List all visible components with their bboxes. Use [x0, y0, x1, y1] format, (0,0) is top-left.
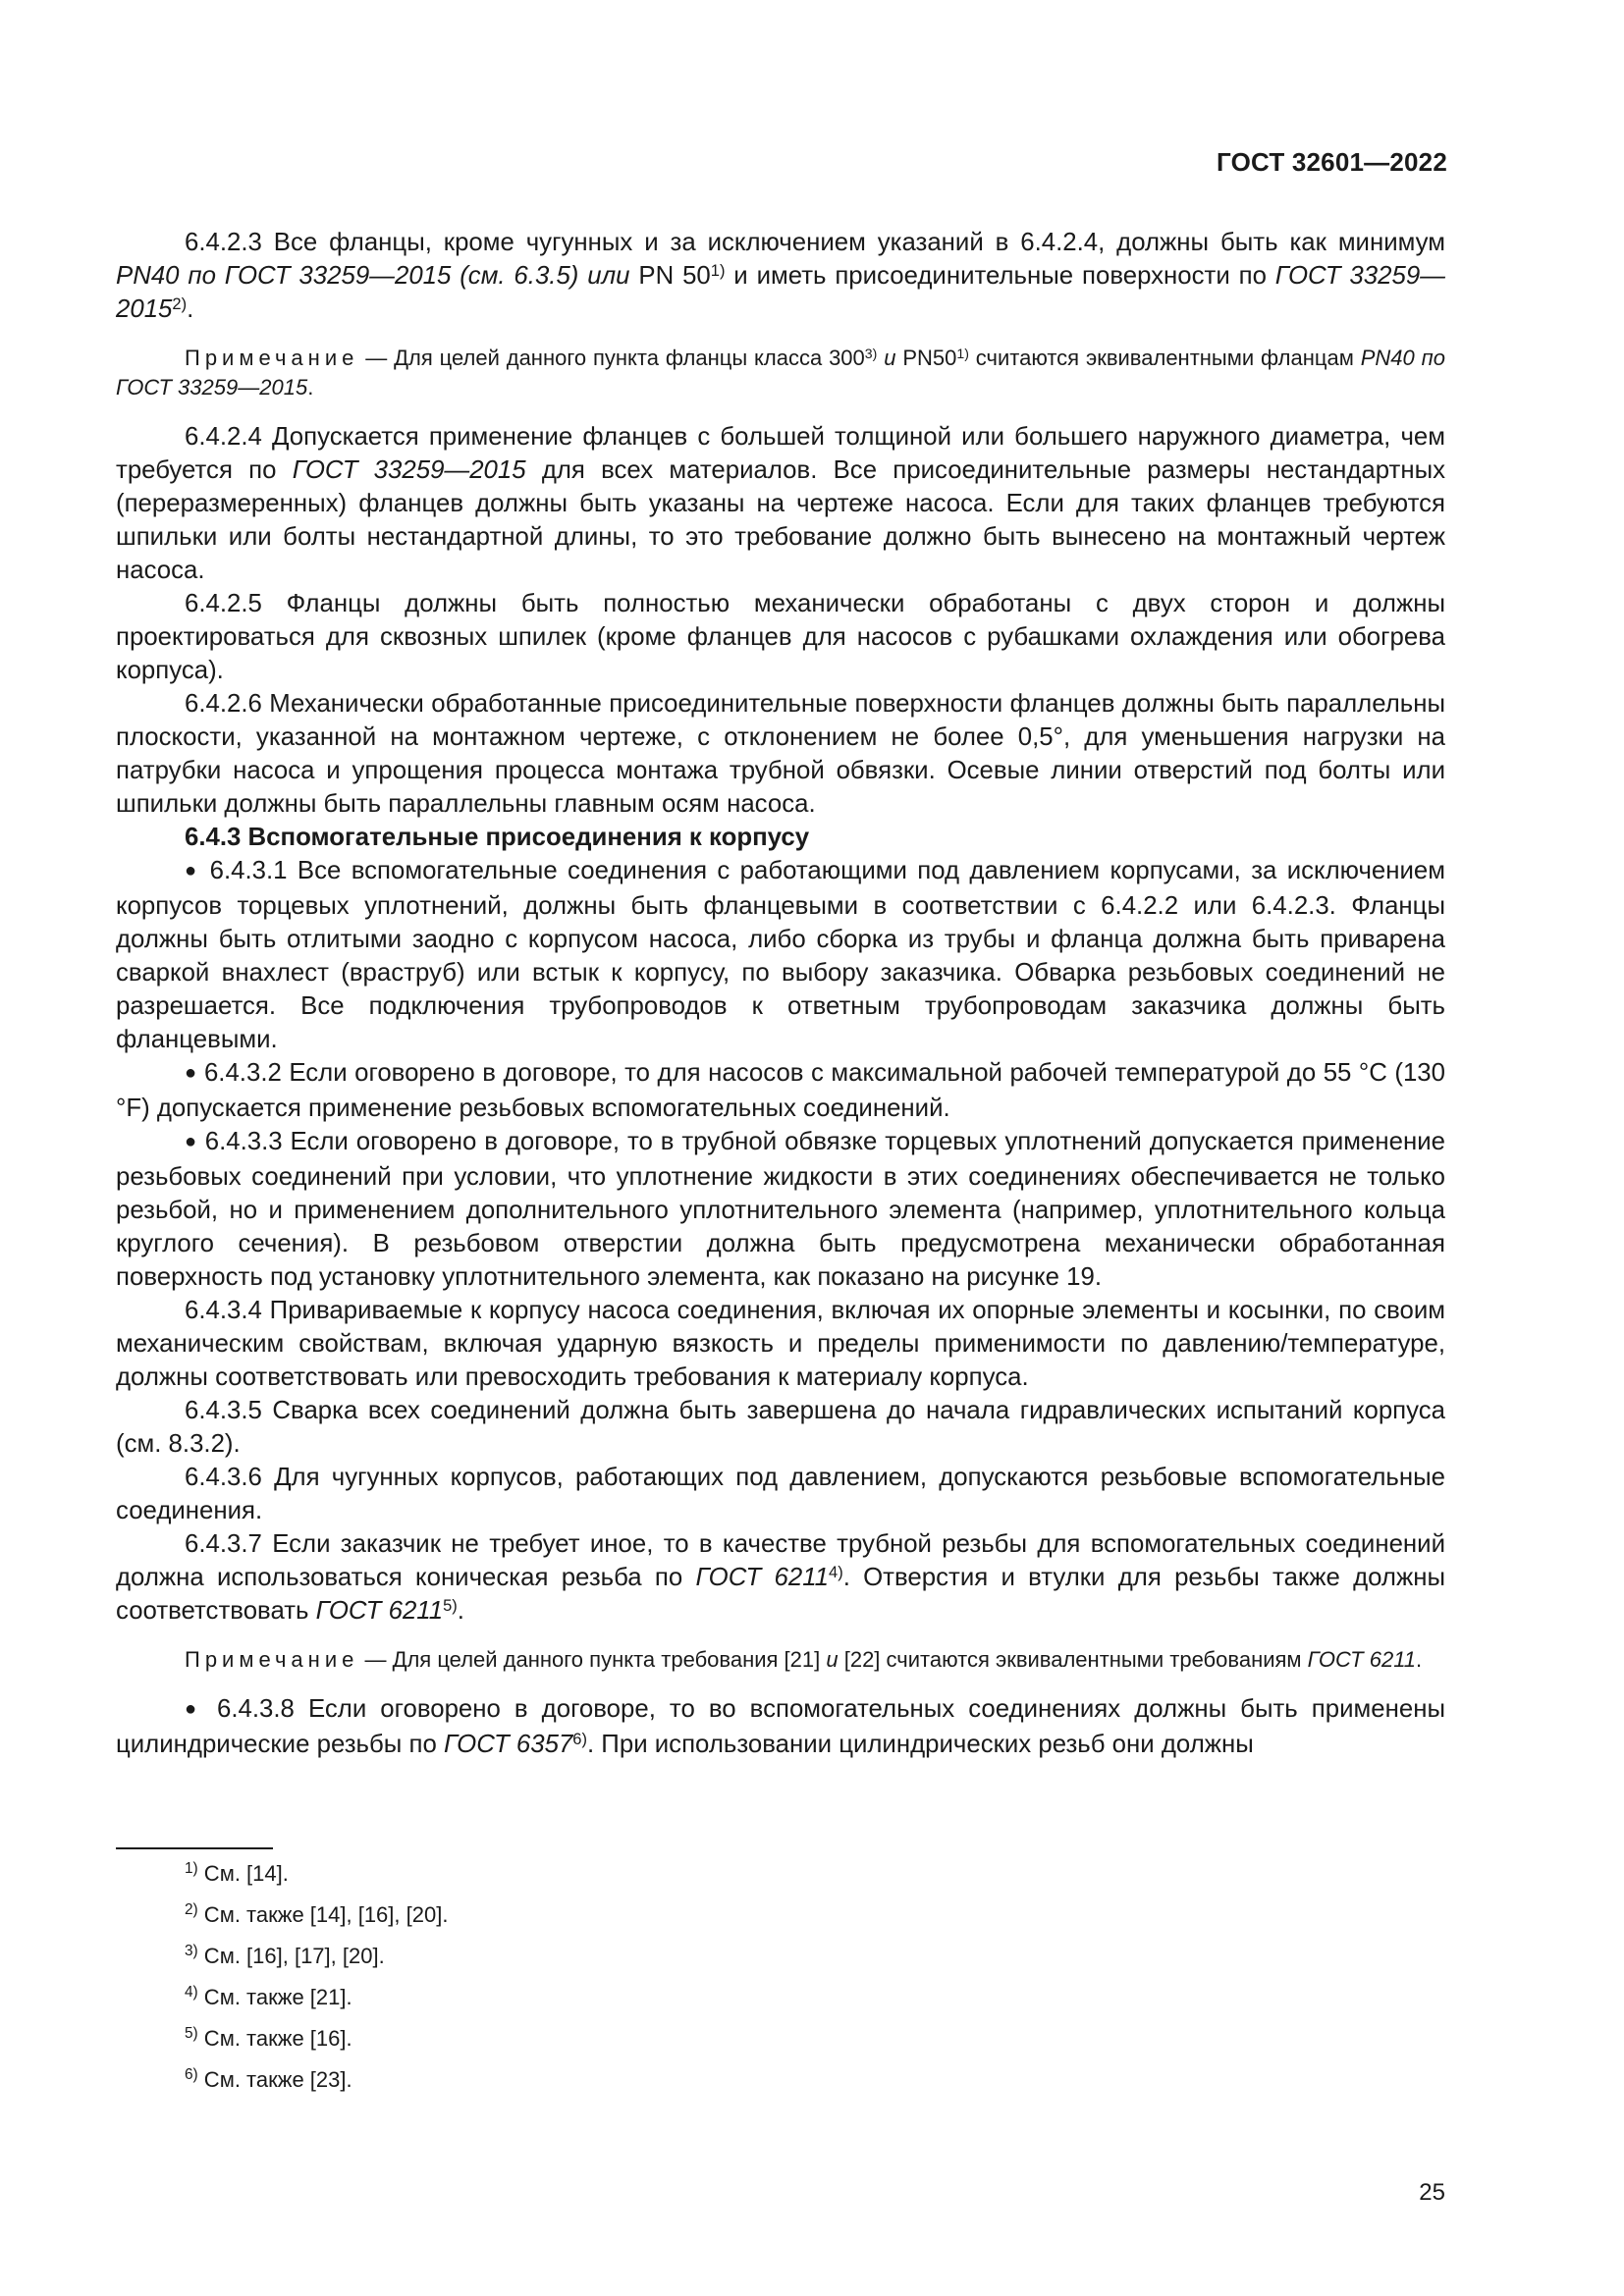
text-run: 6.4.3.2 Если оговорено в договоре, то для насосов с максимальной рабочей температурой до 55 °С (130 °F) допускается применение резьбовых вспомогательных соединений.	[116, 1059, 1445, 1122]
text-run: и иметь присоединительные поверхности по	[725, 262, 1275, 290]
text-run-italic: ГОСТ 33259—2015	[116, 262, 1445, 323]
text-run: .	[307, 375, 314, 400]
footnote-separator	[116, 1847, 273, 1849]
footnote-ref: 6)	[572, 1730, 587, 1748]
text-run-italic: PN40 по ГОСТ 33259—2015 (см. 6.3.5) или	[116, 262, 630, 290]
footnote-3	[185, 1942, 1068, 1971]
footnote-mark: 1)	[185, 1859, 198, 1877]
footnote-ref: 4)	[829, 1563, 843, 1581]
footnote-ref: 1)	[956, 345, 969, 361]
paragraph-6-4-3-5: 6.4.3.5 Сварка всех соединений должна быть завершена до начала гидравлических испытаний корпуса (см. 8.3.2).	[116, 1397, 1445, 1458]
footnote-text: См. также [16].	[197, 2026, 352, 2051]
text-run-italic: и	[826, 1647, 839, 1672]
paragraph-6-4-3-2	[116, 1056, 1445, 1125]
footnote-text: См. также [14], [16], [20].	[197, 1902, 449, 1927]
text-run: PN50	[895, 346, 957, 370]
text-run: 6.4.2.4 Допускается применение фланцев с большей толщиной или большего наружного диаметра, чем требуется по	[116, 423, 1445, 484]
footnote-text: См. [14].	[197, 1861, 289, 1886]
footnote-mark: 2)	[185, 1900, 198, 1918]
text-run: 6.4.3.8 Если оговорено в договоре, то во вспомогательных соединениях должны быть применены цилиндрические резьбы по	[116, 1695, 1445, 1758]
text-run-italic: и	[877, 346, 896, 370]
text-run-italic: ГОСТ 6357	[443, 1731, 573, 1758]
text-run: считаются эквивалентными фланцам	[968, 346, 1361, 370]
footnote-text: См. также [21].	[197, 1985, 352, 2009]
footnote-ref: 1)	[710, 261, 726, 280]
footnote-ref: 5)	[443, 1596, 458, 1615]
paragraph-6-4-3-1	[116, 854, 1445, 1056]
footnote-mark: 6)	[185, 2065, 198, 2083]
bullet-icon: ●	[185, 1131, 197, 1152]
paragraph-6-4-3-4: 6.4.3.4 Привариваемые к корпусу насоса соединения, включая их опорные элементы и косынки, по своим механическим свойствам, включая ударную вязкость и пределы применимости по давлению/температуре, должны соответствовать или превосходить требования к материалу корпуса.	[116, 1297, 1445, 1391]
text-run: PN 50	[629, 262, 711, 290]
footnote-text: См. [16], [17], [20].	[197, 1944, 385, 1968]
footnotes	[185, 1859, 1068, 2107]
paragraph-6-4-2-5: 6.4.2.5 Фланцы должны быть полностью механически обработаны с двух сторон и должны проектироваться для сквозных шпилек (кроме фланцев для насосов с рубашками охлаждения или обогрева корпуса).	[116, 590, 1445, 684]
text-run-italic: ГОСТ 6211	[315, 1597, 444, 1625]
text-run: — Для целей данного пункта фланцы класса 300	[358, 346, 865, 370]
note-1	[116, 344, 1445, 402]
note-label: Примечание	[185, 346, 359, 370]
text-run: 6.4.3.3 Если оговорено в договоре, то в трубной обвязке торцевых уплотнений допускается применение резьбовых соединений при условии, что уплотнение жидкости в этих соединениях обеспечивается не только резьбой, но и применением дополнительного уплотнительного элемента (например, уплотнительного кольца круглого сечения). В резьбовом отверстии должна быть предусмотрена механически обработанная поверхность под установку уплотнительного элемента, как показано на рисунке 19.	[116, 1128, 1445, 1291]
text-run: .	[187, 295, 194, 323]
text-run: — Для целей данного пункта требования [21]	[358, 1647, 827, 1672]
text-run: 6.4.2.3 Все фланцы, кроме чугунных и за исключением указаний в 6.4.2.4, должны быть как минимум	[185, 229, 1445, 256]
bullet-icon: ●	[185, 1062, 197, 1084]
footnote-mark: 5)	[185, 2024, 198, 2042]
text-run: . Отверстия и втулки для резьбы также должны соответствовать	[116, 1564, 1445, 1625]
note-label: Примечание	[185, 1647, 359, 1672]
section-heading-6-4-3: 6.4.3 Вспомогательные присоединения к корпусу	[185, 824, 810, 851]
paragraph-6-4-2-4	[116, 420, 1445, 587]
footnote-mark: 3)	[185, 1942, 198, 1959]
footnote-text: См. также [23].	[197, 2067, 352, 2092]
text-run-italic: ГОСТ 33259—2015	[292, 456, 526, 484]
footnote-5	[185, 2024, 1068, 2054]
page-number: 25	[1419, 2179, 1445, 2206]
text-run: .	[1416, 1647, 1423, 1672]
document-header: ГОСТ 32601—2022	[1217, 147, 1447, 177]
paragraph-6-4-3-8	[116, 1692, 1445, 1761]
text-run: для всех материалов. Все присоединительные размеры нестандартных (переразмеренных) фланцев должны быть указаны на чертеже насоса. Если для таких фланцев требуются шпильки или болты нестандартной длины, то это требование должно быть вынесено на монтажный чертеж насоса.	[116, 456, 1446, 584]
footnote-2	[185, 1900, 1068, 1930]
document-body	[116, 226, 1445, 1761]
text-run: 6.4.3.7 Если заказчик не требует иное, то в качестве трубной резьбы для вспомогательных соединений должна использоваться коническая резьба по	[116, 1530, 1445, 1591]
bullet-icon: ●	[185, 1698, 203, 1720]
text-run: 6.4.3.1 Все вспомогательные соединения с работающими под давлением корпусами, за исключением корпусов торцевых уплотнений, должны быть фланцевыми в соответствии с 6.4.2.2 или 6.4.2.3. Фланцы должны быть отлитыми заодно с корпусом насоса, либо сборка из трубы и фланца должна быть приварена сваркой внахлест (враструб) или встык к корпусу, по выбору заказчика. Обварка резьбовых соединений не разрешается. Все подключения трубопроводов к ответным трубопроводам заказчика должны быть фланцевыми.	[116, 857, 1445, 1053]
paragraph-6-4-3-6: 6.4.3.6 Для чугунных корпусов, работающих под давлением, допускаются резьбовые вспомогательные соединения.	[116, 1464, 1445, 1524]
text-run: . При использовании цилиндрических резьб они должны	[586, 1731, 1254, 1758]
paragraph-6-4-2-3	[116, 226, 1445, 326]
footnote-ref: 3)	[864, 345, 878, 361]
footnote-1	[185, 1859, 1068, 1889]
footnote-mark: 4)	[185, 1983, 198, 2001]
text-run: .	[457, 1597, 464, 1625]
paragraph-6-4-3-3	[116, 1125, 1445, 1294]
footnote-4	[185, 1983, 1068, 2012]
paragraph-6-4-3-7	[116, 1527, 1445, 1628]
footnote-6	[185, 2065, 1068, 2095]
text-run-italic: ГОСТ 6211	[695, 1564, 830, 1591]
text-run-italic: ГОСТ 6211	[1307, 1647, 1417, 1672]
text-run-italic: PN40 по ГОСТ 33259—2015	[116, 346, 1445, 400]
note-2	[116, 1645, 1445, 1675]
footnote-ref: 2)	[172, 294, 188, 313]
paragraph-6-4-2-6: 6.4.2.6 Механически обработанные присоединительные поверхности фланцев должны быть параллельны плоскости, указанной на монтажном чертеже, с отклонением не более 0,5°, для уменьшения нагрузки на патрубки насоса и упрощения процесса монтажа трубной обвязки. Осевые линии отверстий под болты или шпильки должны быть параллельны главным осям насоса.	[116, 690, 1445, 818]
text-run: [22] считаются эквивалентными требованиям	[838, 1647, 1308, 1672]
bullet-icon: ●	[185, 860, 200, 881]
